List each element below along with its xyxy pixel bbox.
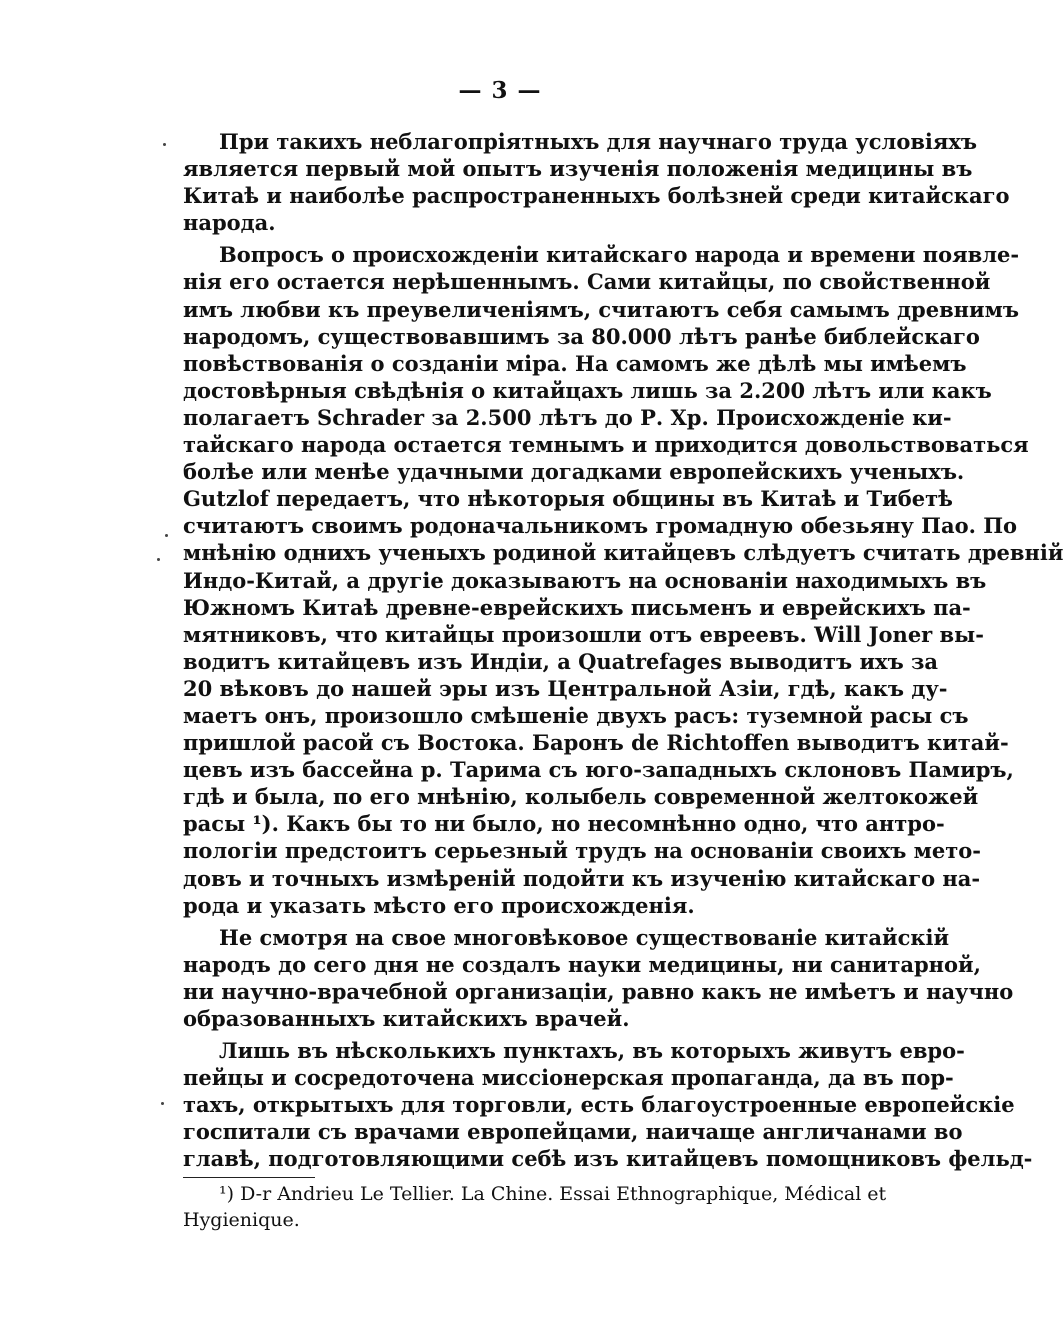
text-line: ни научно-врачебной организаціи, равно какъ не имѣетъ и научно: [183, 978, 1014, 1004]
text-line: маетъ онъ, произошло смѣшеніе двухъ расъ: туземной расы съ: [183, 702, 969, 728]
text-line: нія его остается нерѣшеннымъ. Сами китайцы, по свойственной: [183, 269, 991, 295]
text-line: пологіи предстоитъ серьезный трудъ на основаніи своихъ мето-: [183, 838, 981, 864]
text-line: образованныхъ китайскихъ врачей.: [183, 1006, 630, 1031]
text-line: Не смотря на свое многовѣковое существованіе китайскій: [219, 924, 950, 950]
text-line: считаютъ своимъ родоначальникомъ громадную обезьяну Пао. По: [183, 513, 1018, 539]
text-line: пришлой расой съ Востока. Баронъ de Richtoffen выводитъ китай-: [183, 730, 1009, 756]
paragraph-1: [183, 128, 1010, 236]
margin-speck: [165, 534, 168, 537]
text-line: тахъ, открытыхъ для торговли, есть благоустроенные европейскіе: [183, 1092, 1015, 1118]
page-number: — 3 —: [458, 77, 542, 104]
text-line: болѣе или менѣе удачными догадками европейскихъ ученыхъ.: [183, 459, 965, 485]
text-line: пейцы и сосредоточена миссіонерская пропаганда, да въ пор-: [183, 1065, 954, 1091]
text-line: народъ до сего дня не создалъ науки медицины, ни санитарной,: [183, 951, 981, 977]
text-line: повѣствованія о созданіи міра. На самомъ же дѣлѣ мы имѣемъ: [183, 350, 967, 376]
paragraph-3: [183, 924, 1014, 1032]
text-line: мнѣнію однихъ ученыхъ родиной китайцевъ слѣдуетъ считать древній: [183, 540, 1063, 566]
text-line: Южномъ Китаѣ древне-еврейскихъ письменъ и еврейскихъ па-: [183, 594, 971, 620]
text-line: Китаѣ и наиболѣе распространенныхъ болѣзней среди китайскаго: [183, 183, 1010, 209]
footnote: [183, 1181, 887, 1233]
text-line: При такихъ неблагопріятныхъ для научнаго труда условіяхъ: [219, 129, 978, 154]
paragraph-2: [183, 241, 1063, 918]
text-line: является первый мой опытъ изученія положенія медицины въ: [183, 156, 973, 182]
footnote-line: ¹) D-r Andrieu Le Tellier. La Chine. Essai Ethnographique, Médical et: [219, 1183, 887, 1205]
margin-speck: [163, 143, 166, 146]
text-line: мятниковъ, что китайцы произошли отъ евреевъ. Will Joner вы-: [183, 621, 984, 647]
text-line: достовѣрныя свѣдѣнія о китайцахъ лишь за 2.200 лѣтъ или какъ: [183, 377, 992, 403]
footnote-rule: [183, 1177, 315, 1178]
margin-speck: [157, 558, 160, 561]
text-line: гдѣ и была, по его мнѣнію, колыбель современной желтокожей: [183, 784, 979, 810]
text-line: тайскаго народа остается темнымъ и приходится довольствоваться: [183, 432, 1029, 458]
text-line: расы ¹). Какъ бы то ни было, но несомнѣнно одно, что антро-: [183, 811, 945, 837]
text-line: полагаетъ Schrader за 2.500 лѣтъ до Р. Хр. Происхожденіе ки-: [183, 404, 952, 430]
text-line: главѣ, подготовляющими себѣ изъ китайцевъ помощниковъ фельд-: [183, 1146, 1033, 1172]
text-line: довъ и точныхъ измѣреній подойти къ изученію китайскаго на-: [183, 865, 981, 891]
text-line: рода и указать мѣсто его происхожденія.: [183, 892, 695, 918]
text-line: Вопросъ о происхожденіи китайскаго народа и времени появле-: [219, 242, 1020, 268]
margin-speck: [161, 1102, 164, 1105]
text-line: госпитали съ врачами европейцами, наичаще англичанами во: [183, 1119, 963, 1145]
text-line: народа.: [183, 210, 276, 236]
paragraph-4: [183, 1037, 1033, 1172]
text-line: 20 вѣковъ до нашей эры изъ Центральной Азіи, гдѣ, какъ ду-: [183, 675, 948, 701]
text-line: Лишь въ нѣсколькихъ пунктахъ, въ которыхъ живутъ евро-: [219, 1038, 965, 1064]
body-text: [183, 128, 1063, 1173]
text-line: народомъ, существовавшимъ за 80.000 лѣтъ ранѣе библейскаго: [183, 323, 980, 349]
footnote-line: Hygienique.: [183, 1209, 300, 1231]
text-line: Индо-Китай, а другіе доказываютъ на основаніи находимыхъ въ: [183, 567, 987, 593]
text-line: водитъ китайцевъ изъ Индіи, а Quatrefages выводитъ ихъ за: [183, 648, 939, 674]
text-line: Gutzlof передаетъ, что нѣкоторыя общины въ Китаѣ и Тибетѣ: [183, 486, 953, 512]
text-line: имъ любви къ преувеличеніямъ, считаютъ себя самымъ древнимъ: [183, 296, 1019, 322]
text-line: цевъ изъ бассейна р. Тарима съ юго-западныхъ склоновъ Памиръ,: [183, 757, 1014, 783]
